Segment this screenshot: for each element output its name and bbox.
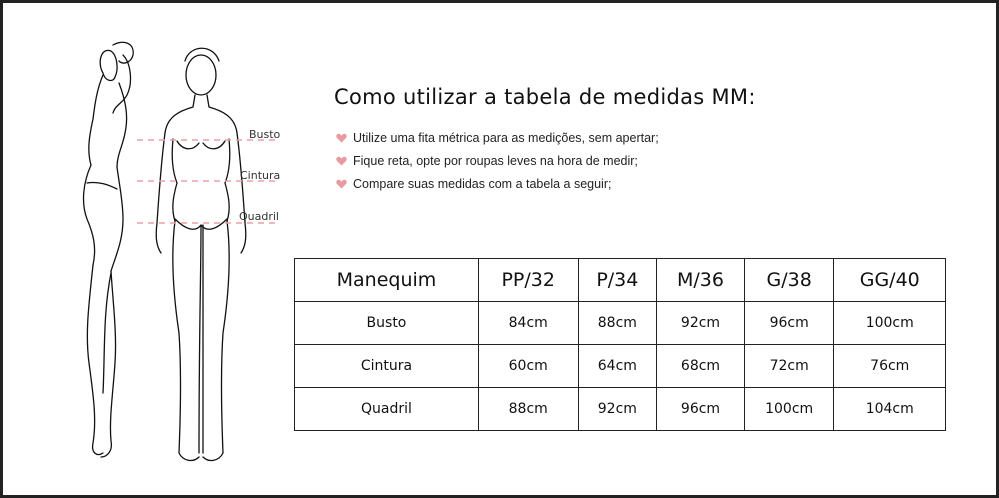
page-title: Como utilizar a tabela de medidas MM: — [334, 85, 756, 109]
table-cell: 100cm — [834, 302, 946, 345]
table-cell: 92cm — [578, 388, 657, 431]
heart-icon — [334, 179, 348, 189]
table-row — [295, 345, 946, 388]
table-cell: 96cm — [657, 388, 745, 431]
tip-item — [334, 126, 659, 149]
table-cell: 100cm — [744, 388, 834, 431]
table-cell: 68cm — [657, 345, 745, 388]
size-header: GG/40 — [834, 259, 946, 302]
table-cell: 92cm — [657, 302, 745, 345]
size-header: M/36 — [657, 259, 745, 302]
table-cell: 76cm — [834, 345, 946, 388]
table-cell: 64cm — [578, 345, 657, 388]
tip-text: Utilize uma fita métrica para as medições, sem apertar; — [353, 130, 659, 145]
body-figures-illustration — [53, 33, 293, 473]
table-cell: 88cm — [478, 388, 578, 431]
table-cell: 104cm — [834, 388, 946, 431]
tip-text: Compare suas medidas com a tabela a seguir; — [353, 176, 612, 191]
table-header-row — [295, 259, 946, 302]
tip-text: Fique reta, opte por roupas leves na hora de medir; — [353, 153, 638, 168]
heart-icon — [334, 133, 348, 143]
row-label: Cintura — [295, 345, 479, 388]
table-row — [295, 302, 946, 345]
row-label: Quadril — [295, 388, 479, 431]
hip-label: Quadril — [239, 210, 279, 223]
tips-list — [334, 126, 659, 195]
table-cell: 84cm — [478, 302, 578, 345]
tip-item — [334, 149, 659, 172]
table-cell: 88cm — [578, 302, 657, 345]
heart-icon — [334, 156, 348, 166]
body-outline-drawing — [53, 33, 293, 473]
waist-label: Cintura — [240, 169, 281, 182]
row-label: Busto — [295, 302, 479, 345]
size-header: G/38 — [744, 259, 834, 302]
size-table — [294, 258, 946, 431]
size-header: PP/32 — [478, 259, 578, 302]
table-cell: 72cm — [744, 345, 834, 388]
bust-label: Busto — [249, 128, 281, 141]
tip-item — [334, 172, 659, 195]
size-header: P/34 — [578, 259, 657, 302]
table-row — [295, 388, 946, 431]
mannequin-header: Manequim — [295, 259, 479, 302]
table-cell: 60cm — [478, 345, 578, 388]
table-cell: 96cm — [744, 302, 834, 345]
